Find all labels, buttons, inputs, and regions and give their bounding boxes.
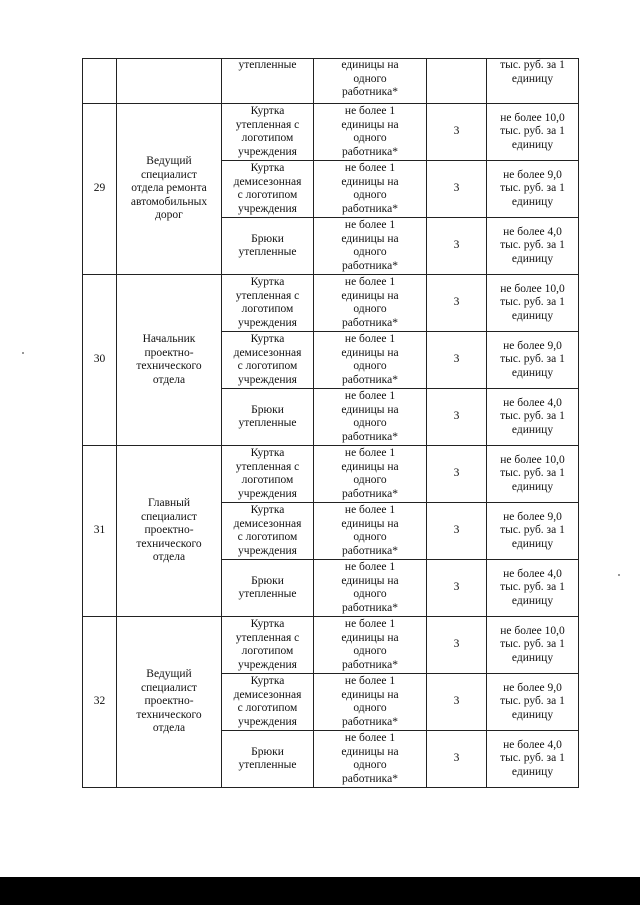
- wear-term: 3: [453, 638, 460, 651]
- scan-speck: [618, 574, 620, 576]
- price-cell: [487, 446, 579, 503]
- item-cell: [222, 389, 314, 446]
- issue-norm: не более 1 единицы на одного работника*: [341, 105, 399, 158]
- price-cell: [487, 275, 579, 332]
- price-cell: [487, 389, 579, 446]
- norm-cell: [314, 104, 427, 161]
- price-limit: не более 4,0 тыс. руб. за 1 единицу: [500, 225, 565, 265]
- norm-cell: [314, 161, 427, 218]
- price-limit: не более 9,0 тыс. руб. за 1 единицу: [500, 168, 565, 208]
- price-limit: не более 10,0 тыс. руб. за 1 единицу: [500, 624, 565, 664]
- price-cell: [487, 617, 579, 674]
- price-cell: [487, 161, 579, 218]
- row-number: 29: [93, 182, 106, 195]
- wear-term: 3: [453, 467, 460, 480]
- term-cell: [427, 674, 487, 731]
- row-number: 31: [93, 524, 106, 537]
- price-cell: [487, 674, 579, 731]
- issue-norm: единицы на одного работника*: [341, 59, 399, 98]
- item-name: Куртка демисезонная с логотипом учреждения: [233, 675, 302, 728]
- issue-norm: не более 1 единицы на одного работника*: [341, 618, 399, 671]
- table-row: [83, 104, 579, 161]
- position-title: Ведущий специалист проектно- технического отдела: [136, 668, 202, 735]
- price-cell: [487, 560, 579, 617]
- issue-norm: не более 1 единицы на одного работника*: [341, 219, 399, 272]
- norm-cell: [314, 731, 427, 788]
- scan-bottom-border: [0, 877, 640, 905]
- issue-norm: не более 1 единицы на одного работника*: [341, 447, 399, 500]
- term-cell: [427, 104, 487, 161]
- term-cell: [427, 59, 487, 104]
- scan-speck: [22, 352, 24, 354]
- wear-term: 3: [453, 410, 460, 423]
- position-cell: [117, 275, 222, 446]
- position-cell: [117, 446, 222, 617]
- position-title: Ведущий специалист отдела ремонта автомобильных дорог: [130, 155, 208, 222]
- item-name: Брюки утепленные: [238, 574, 297, 600]
- price-limit: не более 10,0 тыс. руб. за 1 единицу: [500, 282, 565, 322]
- wear-term: 3: [453, 239, 460, 252]
- item-name: Куртка демисезонная с логотипом учреждения: [233, 504, 302, 557]
- item-cell: [222, 59, 314, 104]
- issue-norm: не более 1 единицы на одного работника*: [341, 276, 399, 329]
- continuation-row: [83, 59, 579, 104]
- item-name: Куртка утепленная с логотипом учреждения: [235, 105, 300, 158]
- norm-cell: [314, 218, 427, 275]
- term-cell: [427, 446, 487, 503]
- price-cell: [487, 218, 579, 275]
- norm-cell: [314, 617, 427, 674]
- issue-norm: не более 1 единицы на одного работника*: [341, 333, 399, 386]
- row-number: 30: [93, 353, 106, 366]
- price-cell: [487, 104, 579, 161]
- price-limit: не более 9,0 тыс. руб. за 1 единицу: [500, 339, 565, 379]
- wear-term: 3: [453, 353, 460, 366]
- item-name: утепленные: [238, 59, 297, 71]
- issue-norm: не более 1 единицы на одного работника*: [341, 561, 399, 614]
- norm-cell: [314, 503, 427, 560]
- position-title: Главный специалист проектно- технического отдела: [136, 497, 202, 564]
- wear-term: 3: [453, 524, 460, 537]
- norm-cell: [314, 275, 427, 332]
- row-number: 32: [93, 695, 106, 708]
- term-cell: [427, 218, 487, 275]
- term-cell: [427, 161, 487, 218]
- item-cell: [222, 275, 314, 332]
- position-cell: [117, 104, 222, 275]
- position-cell: [117, 617, 222, 788]
- term-cell: [427, 731, 487, 788]
- price-cell: [487, 59, 579, 104]
- price-limit: не более 4,0 тыс. руб. за 1 единицу: [500, 738, 565, 778]
- wear-term: 3: [453, 695, 460, 708]
- issue-norm: не более 1 единицы на одного работника*: [341, 504, 399, 557]
- item-cell: [222, 560, 314, 617]
- norm-cell: [314, 446, 427, 503]
- row-number-cell: [83, 617, 117, 788]
- uniform-norms-table: [82, 58, 579, 788]
- wear-term: 3: [453, 125, 460, 138]
- price-limit: не более 9,0 тыс. руб. за 1 единицу: [500, 681, 565, 721]
- price-limit: тыс. руб. за 1 единицу: [500, 59, 565, 85]
- norm-cell: [314, 560, 427, 617]
- item-name: Куртка утепленная с логотипом учреждения: [235, 447, 300, 500]
- item-name: Куртка демисезонная с логотипом учреждения: [233, 333, 302, 386]
- price-limit: не более 10,0 тыс. руб. за 1 единицу: [500, 111, 565, 151]
- price-limit: не более 4,0 тыс. руб. за 1 единицу: [500, 396, 565, 436]
- price-limit: не более 10,0 тыс. руб. за 1 единицу: [500, 453, 565, 493]
- row-number-cell: [83, 104, 117, 275]
- price-limit: не более 9,0 тыс. руб. за 1 единицу: [500, 510, 565, 550]
- table-row: [83, 617, 579, 674]
- issue-norm: не более 1 единицы на одного работника*: [341, 162, 399, 215]
- row-number-cell: [83, 275, 117, 446]
- price-cell: [487, 503, 579, 560]
- term-cell: [427, 332, 487, 389]
- norm-cell: [314, 59, 427, 104]
- price-cell: [487, 731, 579, 788]
- issue-norm: не более 1 единицы на одного работника*: [341, 390, 399, 443]
- wear-term: 3: [453, 752, 460, 765]
- table-row: [83, 446, 579, 503]
- item-cell: [222, 674, 314, 731]
- term-cell: [427, 617, 487, 674]
- term-cell: [427, 560, 487, 617]
- item-cell: [222, 617, 314, 674]
- term-cell: [427, 503, 487, 560]
- item-cell: [222, 731, 314, 788]
- price-limit: не более 4,0 тыс. руб. за 1 единицу: [500, 567, 565, 607]
- term-cell: [427, 389, 487, 446]
- table-row: [83, 275, 579, 332]
- issue-norm: не более 1 единицы на одного работника*: [341, 732, 399, 785]
- wear-term: 3: [453, 296, 460, 309]
- item-cell: [222, 503, 314, 560]
- position-cell: [117, 59, 222, 104]
- table-body: [83, 59, 579, 788]
- item-name: Брюки утепленные: [238, 232, 297, 258]
- norm-cell: [314, 674, 427, 731]
- norm-cell: [314, 332, 427, 389]
- item-name: Брюки утепленные: [238, 403, 297, 429]
- row-number-cell: [83, 59, 117, 104]
- position-title: Начальник проектно- технического отдела: [136, 333, 202, 386]
- item-name: Брюки утепленные: [238, 745, 297, 771]
- wear-term: 3: [453, 182, 460, 195]
- item-cell: [222, 332, 314, 389]
- item-cell: [222, 446, 314, 503]
- row-number-cell: [83, 446, 117, 617]
- item-cell: [222, 104, 314, 161]
- item-name: Куртка демисезонная с логотипом учреждения: [233, 162, 302, 215]
- item-cell: [222, 161, 314, 218]
- issue-norm: не более 1 единицы на одного работника*: [341, 675, 399, 728]
- wear-term: 3: [453, 581, 460, 594]
- norm-cell: [314, 389, 427, 446]
- item-cell: [222, 218, 314, 275]
- item-name: Куртка утепленная с логотипом учреждения: [235, 618, 300, 671]
- item-name: Куртка утепленная с логотипом учреждения: [235, 276, 300, 329]
- term-cell: [427, 275, 487, 332]
- price-cell: [487, 332, 579, 389]
